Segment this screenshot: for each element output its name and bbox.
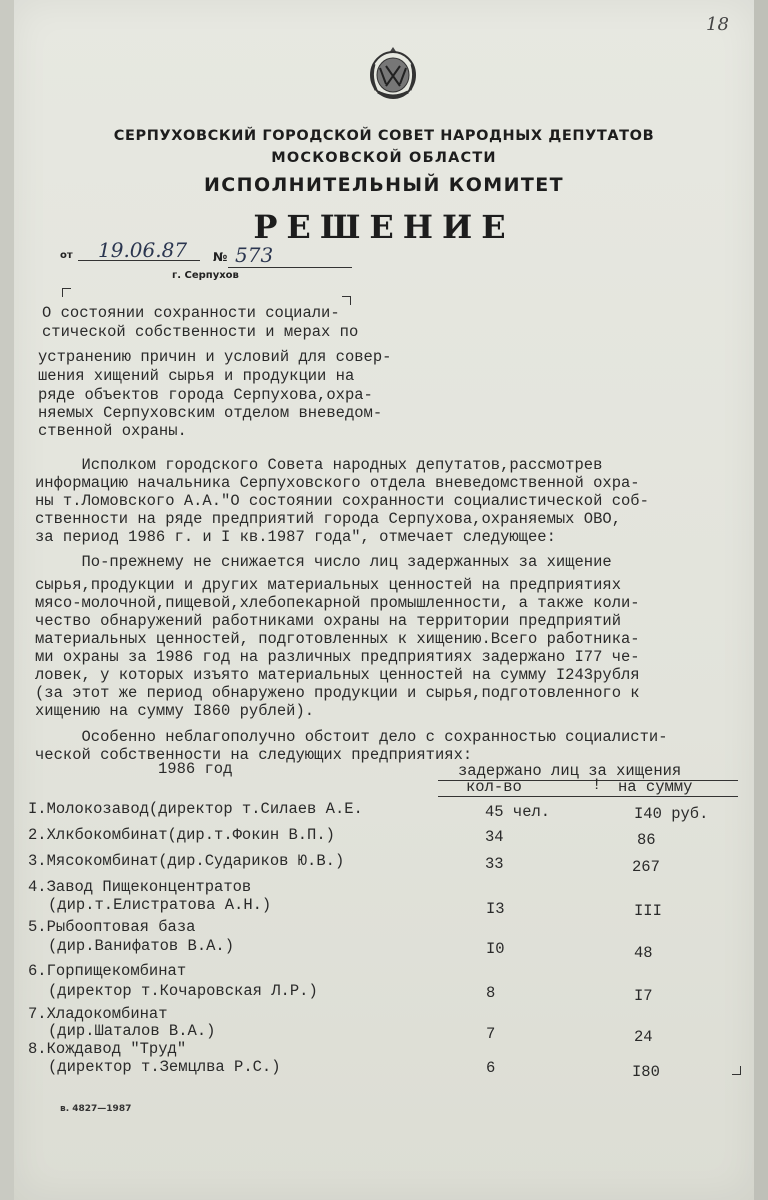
subject-line: няемых Серпуховским отделом вневедом-	[38, 404, 383, 422]
text-line: ми охраны за 1986 год на различных предприятиях задержано I77 че-	[35, 648, 640, 666]
text-line: материальных ценностей, подготовленных к хищению.Всего работника-	[35, 630, 640, 648]
enterprise-director: (директор т.Кочаровская Л.Р.)	[48, 982, 318, 1000]
seized-sum: 267	[632, 858, 660, 876]
enterprise-name: 4.Завод Пищеконцентратов	[28, 878, 252, 896]
subject-bracket-right	[342, 296, 351, 305]
detained-count: I0	[486, 940, 505, 958]
table-group-header: задержано лиц за хищения	[458, 762, 682, 780]
text-line: сырья,продукции и других материальных ценностей на предприятиях	[35, 576, 621, 594]
number-label: №	[213, 250, 228, 264]
closing-bracket	[732, 1066, 741, 1075]
enterprise-name: 6.Горпищекомбинат	[28, 962, 187, 980]
enterprise-name: I.Молокозавод(директор т.Силаев А.Е.	[28, 800, 363, 818]
text-line: информацию начальника Серпуховского отдела вневедомственной охра-	[35, 474, 640, 492]
page-number: 18	[706, 14, 729, 35]
text-line: чество обнаружений работниками охраны на территории предприятий	[35, 612, 621, 630]
region-name: МОСКОВСКОЙ ОБЛАСТИ	[271, 150, 497, 166]
text-line: ственности на ряде предприятий города Серпухова,охраняемых ОВО,	[35, 510, 621, 528]
enterprise-name: 2.Хлкбокомбинат(дир.т.Фокин В.П.)	[28, 826, 335, 844]
seized-sum: I7	[634, 987, 653, 1005]
text-line: ны т.Ломовского А.А."О состоянии сохранности социалистической соб-	[35, 492, 649, 510]
text-line: (за этот же период обнаружено продукции и сырья,подготовленного к	[35, 684, 640, 702]
enterprise-director: (дир.Ванифатов В.А.)	[48, 937, 235, 955]
enterprise-director: (дир.Шаталов В.А.)	[48, 1022, 216, 1040]
enterprise-name: 7.Хладокомбинат	[28, 1005, 168, 1023]
council-name: СЕРПУХОВСКИЙ ГОРОДСКОЙ СОВЕТ НАРОДНЫХ ДЕПУТАТОВ	[113, 128, 655, 144]
seized-sum: 24	[634, 1028, 653, 1046]
text-line: ческой собственности на следующих предприятиях:	[35, 746, 473, 764]
state-emblem-icon	[366, 44, 420, 102]
detained-count: 45 чел.	[485, 803, 551, 821]
text-line: Особенно неблагополучно обстоит дело с сохранностью социалисти-	[35, 728, 668, 746]
seized-sum: III	[634, 902, 662, 920]
date-value: 19.06.87	[98, 238, 188, 262]
text-line: мясо-молочной,пищевой,хлебопекарной промышленности, а также коли-	[35, 594, 640, 612]
detained-count: 6	[486, 1059, 496, 1077]
enterprise-director: (дир.т.Елистратова А.Н.)	[48, 896, 272, 914]
text-line: По-прежнему не снижается число лиц задержанных за хищение	[35, 553, 612, 571]
subject-line: стической собственности и мерах по	[42, 323, 359, 341]
committee-name: ИСПОЛНИТЕЛЬНЫЙ КОМИТЕТ	[204, 174, 564, 196]
text-line: ловек, у которых изъято материальных ценностей на сумму I243рубля	[35, 666, 640, 684]
enterprise-name: 8.Кождавод "Труд"	[28, 1040, 187, 1058]
detained-count: I3	[486, 900, 505, 918]
subject-line: ряде объектов города Серпухова,охра-	[38, 386, 373, 404]
document-title: РЕШЕНИЕ	[253, 208, 515, 246]
text-line: хищению на сумму I860 рублей).	[35, 702, 315, 720]
number-underline	[228, 267, 352, 268]
detained-count: 34	[485, 828, 504, 846]
subject-line: устранению причин и условий для совер-	[38, 348, 392, 366]
table-col-separator: !	[592, 776, 602, 794]
table-header-rule-bottom	[438, 796, 738, 797]
print-footer: в. 4827—1987	[60, 1104, 132, 1114]
seized-sum: I80	[632, 1063, 660, 1081]
city-label: г. Серпухов	[172, 270, 239, 281]
subject-bracket-left	[62, 288, 71, 297]
detained-count: 8	[486, 984, 496, 1002]
enterprise-name: 5.Рыбооптовая база	[28, 918, 196, 936]
text-line: Исполком городского Совета народных депутатов,рассмотрев	[35, 456, 603, 474]
subject-line: шения хищений сырья и продукции на	[38, 367, 355, 385]
table-col-count: кол-во	[466, 778, 522, 796]
seized-sum: I40 руб.	[634, 805, 709, 823]
detained-count: 33	[485, 855, 504, 873]
detained-count: 7	[486, 1025, 496, 1043]
seized-sum: 48	[634, 944, 653, 962]
number-value: 573	[235, 243, 274, 267]
seized-sum: 86	[637, 831, 656, 849]
subject-line: О состоянии сохранности социали-	[42, 304, 340, 322]
subject-line: ственной охраны.	[38, 422, 187, 440]
enterprise-name: 3.Мясокомбинат(дир.Судариков Ю.В.)	[28, 852, 345, 870]
table-col-sum: на сумму	[618, 778, 693, 796]
date-label: от	[60, 250, 73, 261]
enterprise-director: (директор т.Земцлва Р.С.)	[48, 1058, 281, 1076]
table-year-label: 1986 год	[158, 760, 233, 778]
text-line: за период 1986 г. и I кв.1987 года", отмечает следующее:	[35, 528, 556, 546]
